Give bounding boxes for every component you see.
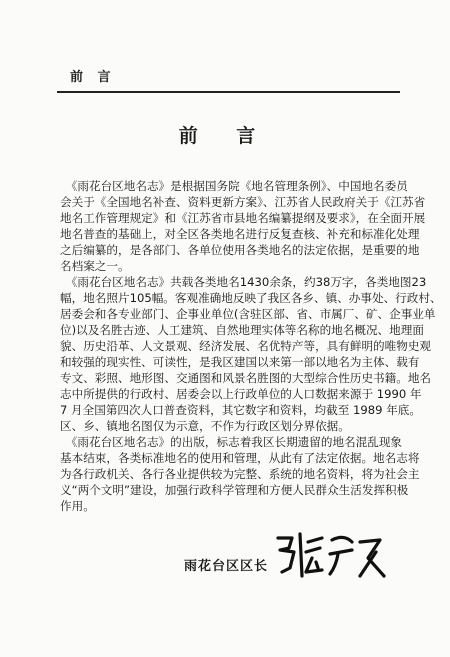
text-line: 幅，地名照片105幅。客观准确地反映了我区各乡、镇、办事处、行政村、 [60, 291, 442, 305]
paragraph-3 [60, 434, 420, 514]
text-line: 貌、历史沿革、人文景观、经济发展、名优特产等，具有鲜明的唯物史观 [60, 339, 432, 353]
text-line: 为各行政机关、各行各业提供较为完整、系统的地名资料，将为社会主 [60, 467, 420, 481]
text-line: 志中所提供的行政村、居委会以上行政单位的人口数据来源于 1990 年 [60, 387, 422, 401]
text-line: 《雨花台区地名志》共载各类地名1430余条，约38万字，各类地图23 [60, 275, 427, 289]
text-line: 专文、彩照、地形图、交通图和风景名胜图的大型综合性历史书籍。地名 [60, 371, 432, 385]
page-title: 前 言 [178, 125, 272, 147]
signature-block [0, 524, 450, 584]
text-line: 和较强的现实性、可读性，是我区建国以来第一部以地名为主体、载有 [60, 355, 420, 369]
body-text [60, 178, 442, 514]
signature-label: 雨花台区区长 [184, 559, 269, 574]
text-line: 作用。 [60, 499, 95, 513]
text-line: 地名普查的基础上，对全区各类地名进行反复查核、补充和标准化处理 [60, 227, 420, 241]
text-line: 区、乡、镇地名图仅为示意，不作为行政区划分界依据。 [60, 419, 350, 433]
text-line: 基本结束，各类标准地名的使用和管理，从此有了法定依据。地名志将 [60, 451, 420, 465]
text-line: 《雨花台区地名志》的出版，标志着我区长期遗留的地名混乱现象 [60, 435, 403, 449]
paragraph-1 [60, 178, 426, 274]
paragraph-2 [60, 274, 442, 434]
running-head: 前 言 [70, 70, 116, 85]
handwritten-signature [272, 528, 392, 584]
text-line: 《雨花台区地名志》是根据国务院《地名管理条例》、中国地名委员 [60, 179, 408, 193]
text-line: 居委会和各专业部门、企事业单位(含驻区部、省、市属厂、矿、企事业单 [60, 307, 436, 321]
text-line: 之后编纂的，是各部门、各单位使用各类地名的法定依据，是重要的地 [60, 243, 420, 257]
text-line: 地名工作管理规定》和《江苏省市县地名编纂提纲及要求》，在全面开展 [60, 211, 426, 225]
text-line: 位)以及名胜古迹、人工建筑、自然地理实体等名称的地名概况、地理面 [60, 323, 424, 337]
text-line: 义“两个文明”建设，加强行政科学管理和方便人民群众生活发挥积极 [60, 483, 409, 497]
text-line: 会关于《全国地名补查、资料更新方案》、江苏省人民政府关于《江苏省 [60, 195, 426, 209]
header-rule [57, 91, 400, 93]
text-line: 名档案之一。 [60, 259, 130, 273]
text-line: 7 月全国第四次人口普查资料，其它数字和资料，均截至 1989 年底。 [60, 403, 421, 417]
